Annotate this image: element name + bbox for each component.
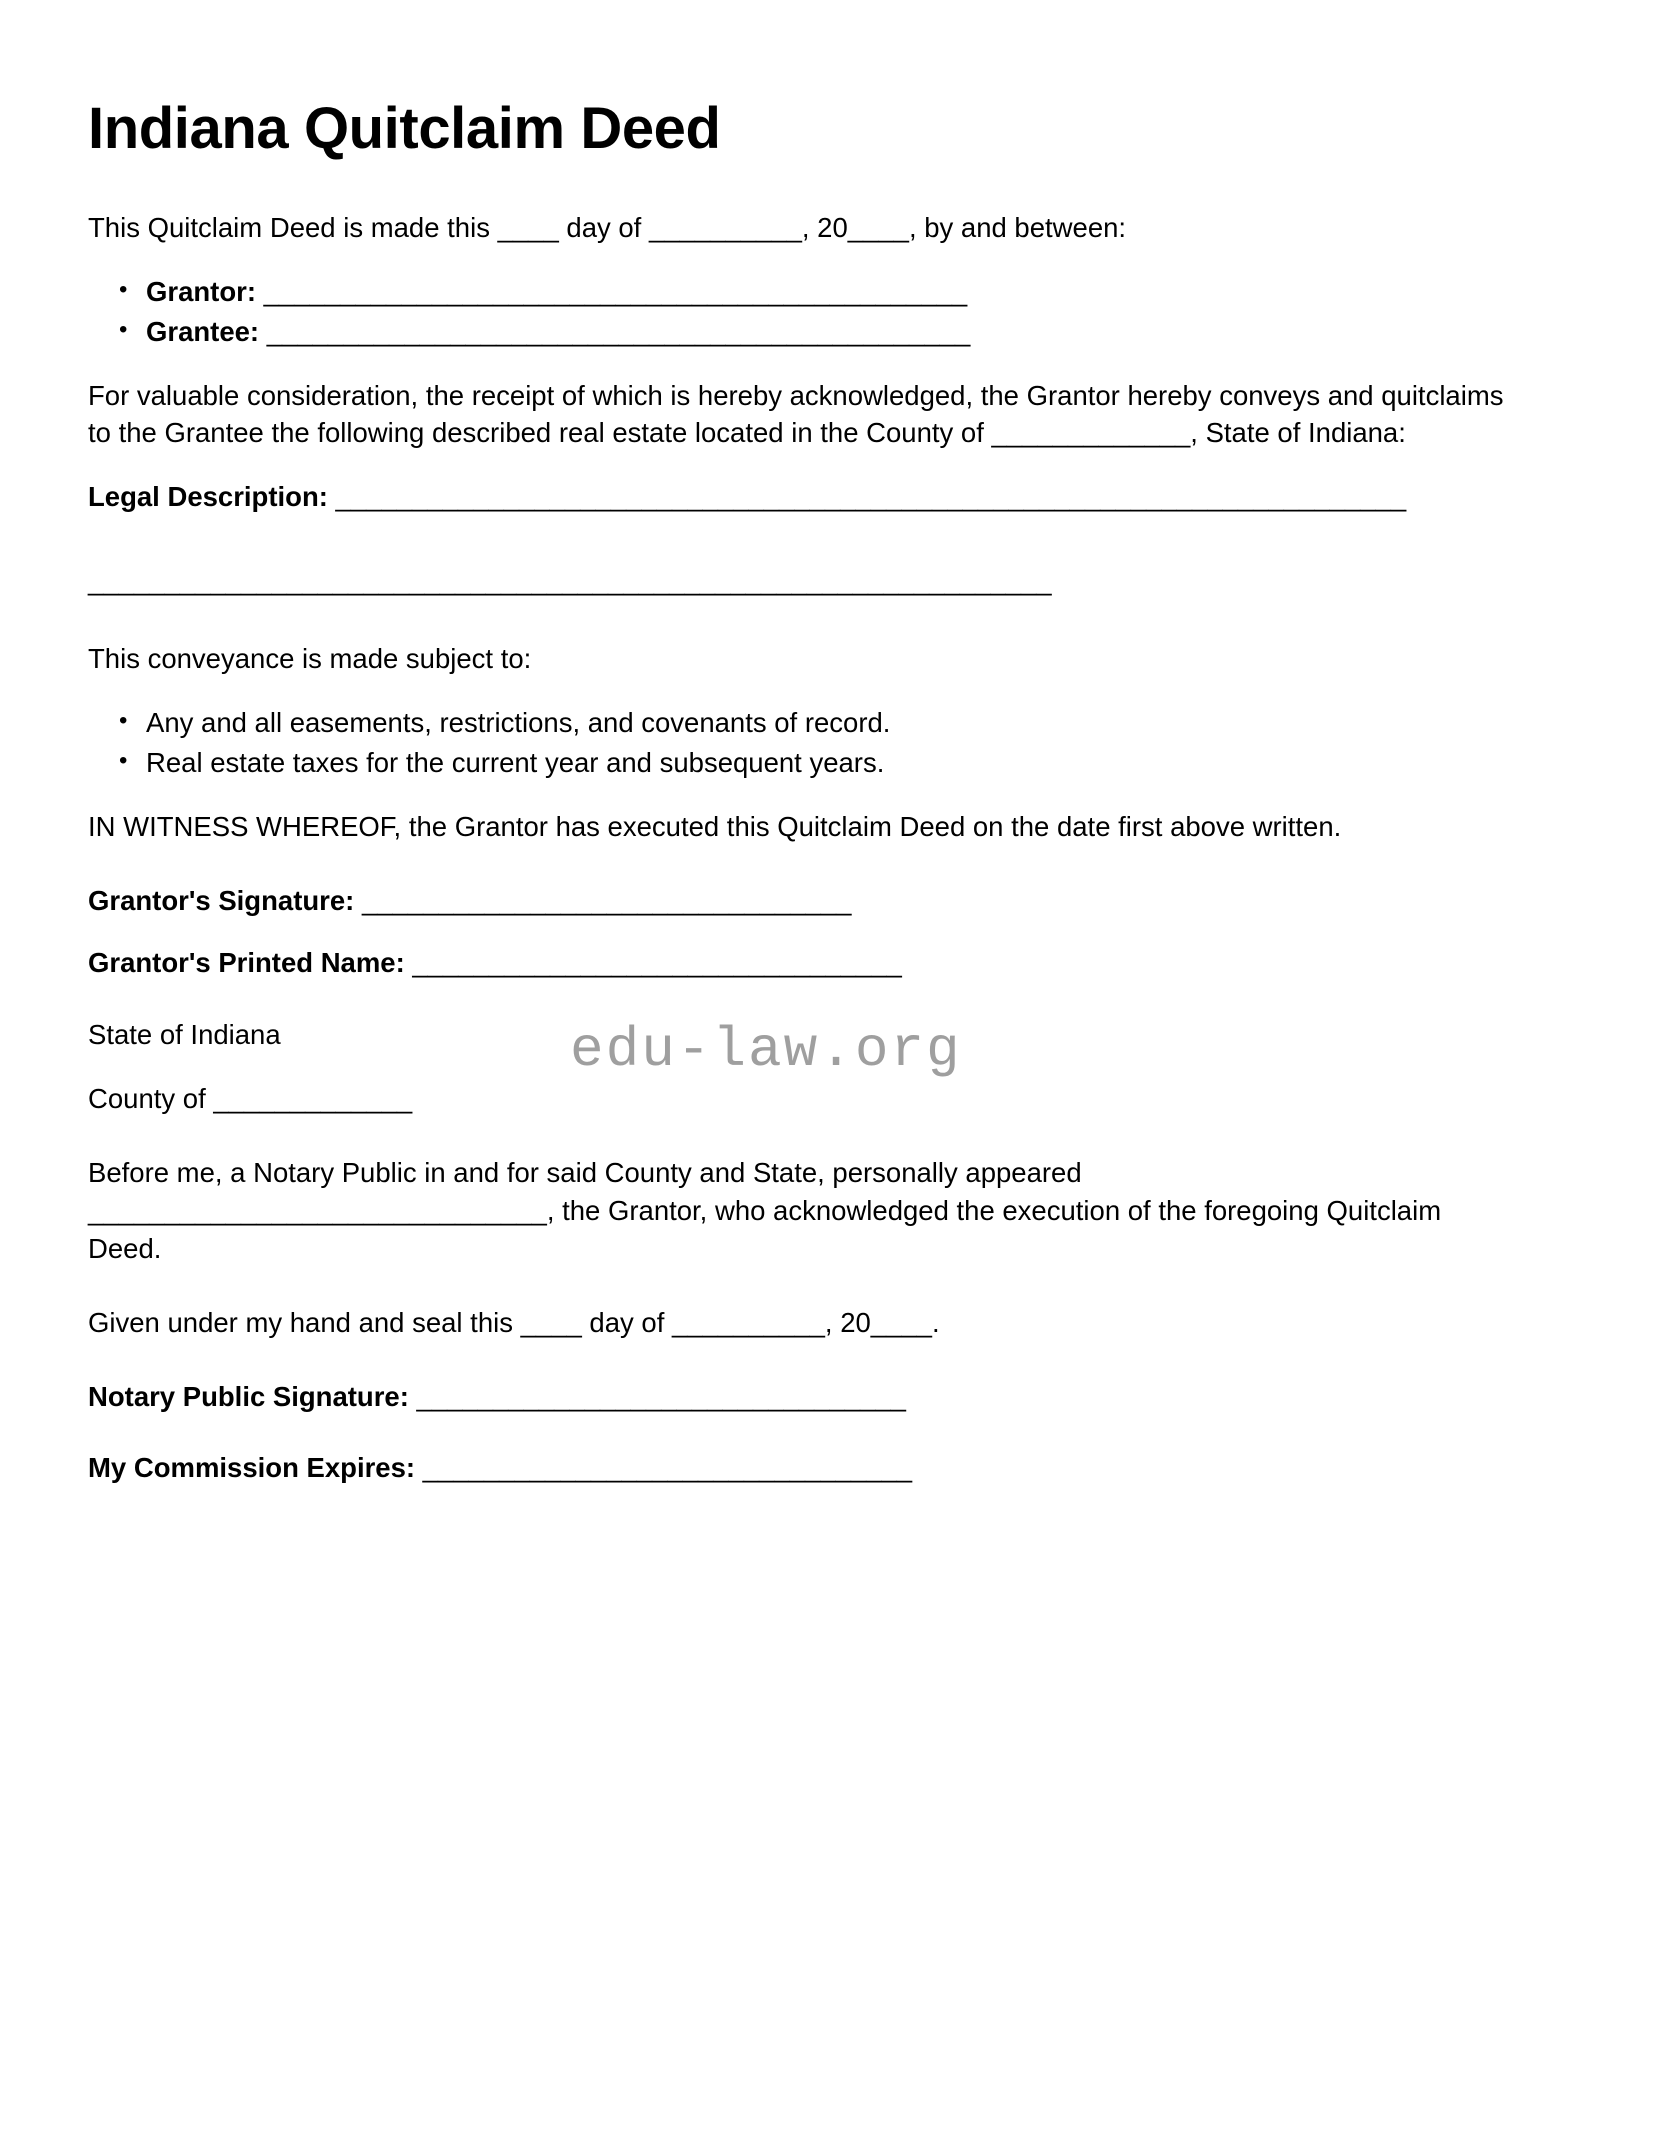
grantee-label: Grantee:: [146, 315, 260, 347]
witness-paragraph: IN WITNESS WHEREOF, the Grantor has executed this Quitclaim Deed on the date first above written.: [88, 811, 1342, 843]
page-title: Indiana Quitclaim Deed: [88, 96, 721, 161]
grantor-printed-name-blank[interactable]: ________________________________: [404, 946, 902, 978]
consideration-paragraph: For valuable consideration, the receipt of which is hereby acknowledged, the Grantor hereby conveys and quitclaims to the Grantee the following described real estate located in the County of _____________, State of Indiana:: [88, 379, 1504, 449]
list-item: • Any and all easements, restrictions, and covenants of record.: [146, 704, 1524, 742]
legal-description-label: Legal Description:: [88, 481, 328, 513]
notary-signature-line: [88, 1378, 1524, 1416]
spacer: [88, 1006, 1524, 1016]
spacer: [88, 540, 1524, 562]
notary-appearance-paragraph: Before me, a Notary Public in and for said County and State, personally appeared ______________________________, the Grantor, who acknowledged the execution of the foregoing Quitclaim Deed.: [88, 1156, 1442, 1264]
commission-expires-blank[interactable]: ________________________________: [415, 1452, 913, 1484]
county-line[interactable]: County of _____________: [88, 1082, 413, 1114]
legal-description-second-line[interactable]: _______________________________________________________________: [88, 565, 1052, 597]
given-under-line: Given under my hand and seal this ____ day of __________, 20____.: [88, 1306, 940, 1338]
grantor-signature-blank[interactable]: ________________________________: [354, 885, 852, 916]
spacer: [88, 872, 1524, 882]
notary-signature-label: Notary Public Signature:: [88, 1380, 409, 1412]
list-item-grantee: [146, 313, 1524, 351]
commission-expires-line: [88, 1449, 1524, 1487]
grantor-signature-line: [88, 882, 1524, 920]
list-item-grantor: [146, 273, 1524, 311]
grantor-printed-name-line: [88, 944, 1524, 982]
subject-intro-paragraph: This conveyance is made subject to:: [88, 643, 532, 675]
legal-description-line: [88, 478, 1524, 516]
grantor-label: Grantor:: [146, 275, 256, 307]
spacer: [88, 1294, 1524, 1304]
subject-list: [88, 704, 1524, 782]
grantor-printed-name-label: Grantor's Printed Name:: [88, 946, 405, 978]
grantor-signature-label: Grantor's Signature:: [88, 885, 355, 916]
commission-expires-label: My Commission Expires:: [88, 1452, 416, 1484]
site-watermark: edu-law.org: [570, 1018, 962, 1082]
notary-signature-blank[interactable]: ________________________________: [408, 1380, 906, 1412]
grantor-blank[interactable]: ______________________________________________: [256, 275, 968, 307]
intro-paragraph: This Quitclaim Deed is made this ____ day of __________, 20____, by and between:: [88, 211, 1127, 243]
spacer: [88, 1144, 1524, 1154]
spacer: [88, 1439, 1524, 1449]
legal-description-blank[interactable]: ______________________________________________________________________: [327, 481, 1407, 513]
spacer: [88, 1368, 1524, 1378]
document-content: [88, 96, 1524, 1511]
grantee-blank[interactable]: ______________________________________________: [259, 315, 971, 347]
parties-list: [88, 273, 1524, 351]
state-line: State of Indiana: [88, 1018, 281, 1050]
list-item: • Real estate taxes for the current year and subsequent years.: [146, 744, 1524, 782]
